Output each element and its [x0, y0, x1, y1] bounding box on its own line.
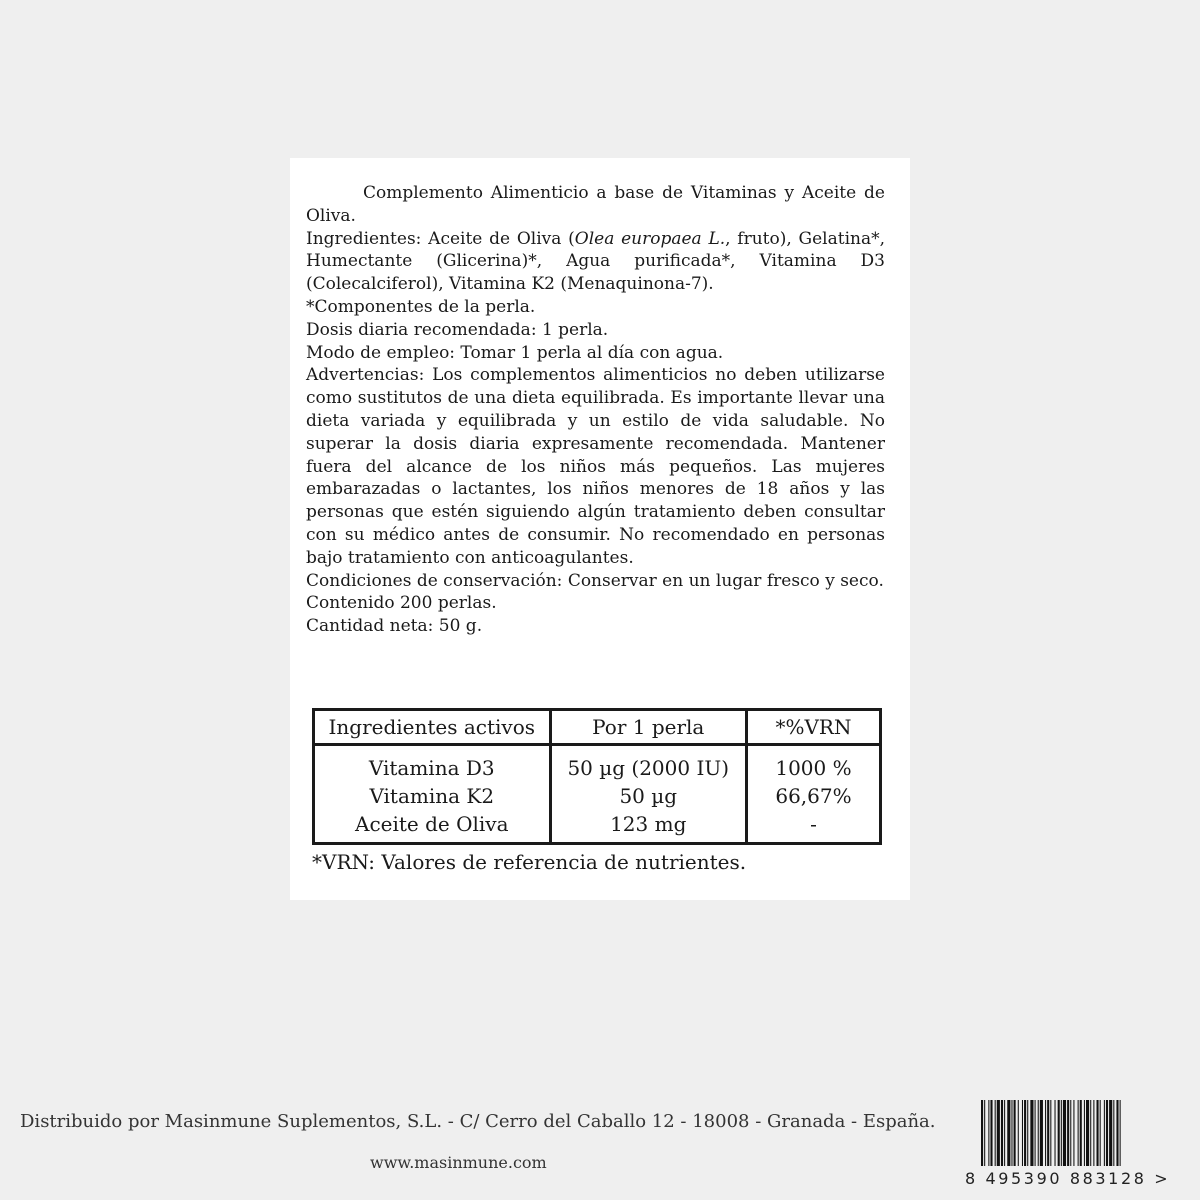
- barcode-bar: [1116, 1100, 1118, 1166]
- barcode-bar: [1109, 1100, 1112, 1166]
- barcode-bar: [1050, 1100, 1051, 1166]
- barcode-bar: [1045, 1100, 1046, 1166]
- daily-dose: Dosis diaria recomendada: 1 perla.: [306, 319, 609, 340]
- barcode-bar: [1011, 1100, 1012, 1166]
- barcode-bar: [1047, 1100, 1049, 1166]
- barcode-bar: [988, 1100, 989, 1166]
- barcode-bar: [1070, 1100, 1071, 1166]
- table-row: [314, 745, 881, 844]
- ingredient-vrn-cell: [746, 745, 880, 844]
- warnings: Advertencias: Los complementos alimenticios no deben utilizarse como sustitutos de una dieta equilibrada. Es importante llevar una dieta variada y equilibrada y un estilo de vida saludable. No superar la dosis diaria expresamente recomendada. Mantener fuera del alcance de los niños más pequeños. Las mujeres embarazadas o lactantes, los niños menores de 18 años y las personas que estén siguiendo algún tratamiento deben consultar con su médico antes de consumir. No recomendado en personas bajo tratamiento con anticoagulantes.: [306, 365, 885, 568]
- barcode-bar: [1097, 1100, 1099, 1166]
- ingredient-name: Aceite de Oliva: [355, 812, 509, 836]
- barcode-bar: [1100, 1100, 1101, 1166]
- barcode-bar: [990, 1100, 992, 1166]
- barcode-bar: [984, 1100, 985, 1166]
- vrn-footnote: *VRN: Valores de referencia de nutrientes.: [312, 850, 747, 874]
- barcode-bar: [1040, 1100, 1043, 1166]
- ingredient-vrn: -: [810, 812, 817, 836]
- usage-instructions: Modo de empleo: Tomar 1 perla al día con agua.: [306, 342, 724, 363]
- ingredient-amounts-cell: [550, 745, 746, 844]
- barcode-bar: [1073, 1100, 1074, 1166]
- barcode-bar: [1030, 1100, 1033, 1166]
- active-ingredients-table: [312, 708, 882, 845]
- ingredient-amount: 50 µg (2000 IU): [567, 756, 730, 780]
- barcode-bar: [995, 1100, 996, 1166]
- barcode-bar: [1022, 1100, 1023, 1166]
- ingredients-list: [306, 228, 885, 296]
- ingredient-name: Vitamina K2: [369, 784, 495, 808]
- barcode-bar: [1067, 1100, 1069, 1166]
- barcode-bar: [1024, 1100, 1026, 1166]
- net-quantity: Cantidad neta: 50 g.: [306, 616, 483, 637]
- label-text: [306, 182, 885, 638]
- barcode-bar: [1084, 1100, 1085, 1166]
- header-vrn: *%VRN: [746, 710, 880, 745]
- distributor-address: Distribuido por Masinmune Suplementos, S.L. - C/ Cerro del Caballo 12 - 18008 - Granada - España.: [20, 1111, 936, 1132]
- barcode-bar: [1027, 1100, 1028, 1166]
- barcode-bar: [981, 1100, 983, 1166]
- product-label: [290, 158, 910, 900]
- barcode-bar: [1007, 1100, 1010, 1166]
- ingredient-amount: 50 µg: [619, 784, 678, 808]
- contents: Contenido 200 perlas.: [306, 593, 497, 614]
- ingredients-scientific-name: Olea europaea L.: [574, 228, 726, 249]
- barcode-bar: [1001, 1100, 1003, 1166]
- barcode-bar: [1061, 1100, 1062, 1166]
- barcode-bar: [997, 1100, 1000, 1166]
- barcode-bar: [1038, 1100, 1039, 1166]
- barcode-bar: [1058, 1100, 1060, 1166]
- table-header-row: [314, 710, 881, 745]
- barcode-bar: [1093, 1100, 1094, 1166]
- barcode-bar: [1063, 1100, 1066, 1166]
- website-link[interactable]: www.masinmune.com: [370, 1153, 547, 1172]
- barcode-bar: [1078, 1100, 1079, 1166]
- barcode-bar: [1018, 1100, 1019, 1166]
- barcode-bar: [1104, 1100, 1105, 1166]
- ingredients-prefix: Ingredientes: Aceite de Oliva (: [306, 228, 575, 249]
- barcode-bar: [1035, 1100, 1036, 1166]
- storage-conditions: Condiciones de conservación: Conservar en un lugar fresco y seco.: [306, 570, 884, 591]
- ingredient-vrn: 66,67%: [775, 784, 852, 808]
- ingredient-names-cell: [314, 745, 551, 844]
- barcode-bar: [1055, 1100, 1056, 1166]
- barcode-bar: [1090, 1100, 1091, 1166]
- header-active-ingredients: Ingredientes activos: [314, 710, 551, 745]
- ingredients-suffix: , fruto), Gelatina*, Humectante (Glicerina)*, Agua purificada*, Vitamina D3 (Colecalciferol), Vitamina K2 (Menaquinona-7).: [306, 228, 886, 295]
- barcode-bar: [1113, 1100, 1114, 1166]
- header-per-pearl: Por 1 perla: [550, 710, 746, 745]
- ingredient-vrn: 1000 %: [775, 756, 852, 780]
- barcode-bar: [1080, 1100, 1082, 1166]
- barcode-bar: [1004, 1100, 1005, 1166]
- product-description: Complemento Alimenticio a base de Vitaminas y Aceite de Oliva.: [306, 183, 885, 226]
- barcode-bar: [1014, 1100, 1016, 1166]
- barcode-number: 8 495390 883128 >: [965, 1169, 1171, 1188]
- ingredient-name: Vitamina D3: [368, 756, 495, 780]
- ingredient-amount: 123 mg: [610, 812, 687, 836]
- barcode-bar: [1120, 1100, 1121, 1166]
- barcode-bar: [1086, 1100, 1089, 1166]
- components-note: *Componentes de la perla.: [306, 296, 536, 317]
- barcode-bar: [1106, 1100, 1108, 1166]
